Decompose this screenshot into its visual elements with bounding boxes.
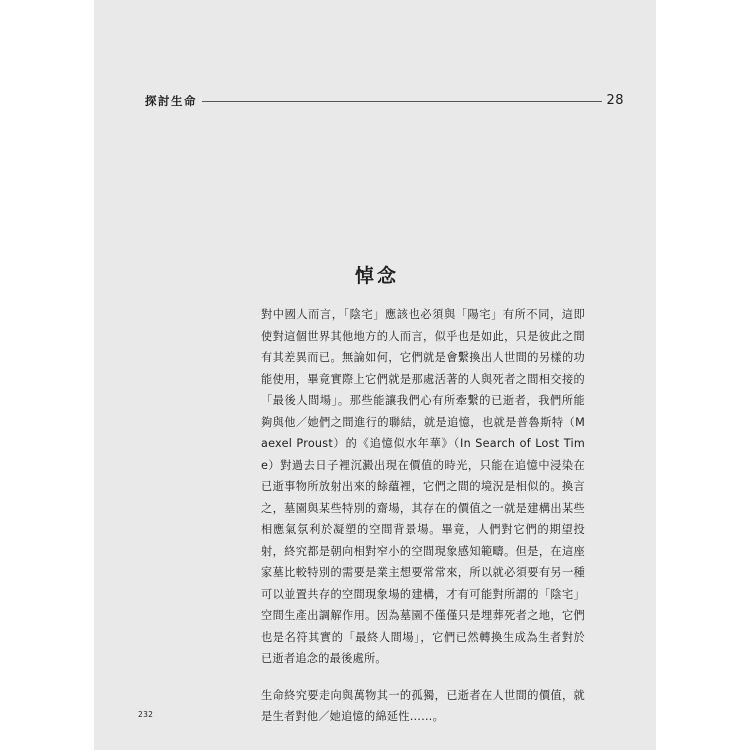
header-page-number: 28 bbox=[606, 93, 624, 108]
article-title: 悼念 bbox=[354, 265, 399, 287]
header-divider-line bbox=[202, 101, 602, 102]
running-title: 探討生命 bbox=[145, 94, 197, 108]
body-paragraph-1: 對中國人而言，「陰宅」應該也必須與「陽宅」有所不同，這即使對這個世界其他地方的人而言，似乎也是如此，只是彼此之間有其差異而已。無論如何，它們就是會繫換出人世間的另樣的功能使用，畢竟實際上它們就是那處活著的人與死者之間相交接的「最後人間場」。那些能讓我們心有所牽繫的已逝者，我們所能夠與他／她們之間進行的聯結，就是追憶，也就是普魯斯特（Maexel Proust）的《追憶似水年華》（In Search of Lost Time）對過去日子裡沉澱出現在價值的時光，只能在追憶中浸染在已逝事物所放射出來的餘蘊裡，它們之間的境況是相似的。換言之，墓園與某些特別的齋場，其存在的價值之一就是建構出某些相應氣氛利於凝塑的空間背景場。畢竟，人們對它們的期望投射，終究都是朝向相對窄小的空間現象感知範疇。但是，在這座家墓比較特別的需要是業主想要常常來，所以就必須要有另一種可以並置共存的空間現象場的建構，才有可能對所謂的「陰宅」空間生產出調解作用。因為墓園不僅僅只是埋葬死者之地，它們也是名符其實的「最終人間場」，它們已然轉換生成為生者對於已逝者追念的最後處所。 bbox=[261, 308, 585, 665]
article-body bbox=[261, 304, 585, 728]
body-paragraph-2: 生命終究要走向與萬物其一的孤獨，已逝者在人世間的價值，就是生者對他／她追憶的綿延性……。 bbox=[261, 688, 585, 723]
footer-folio: 232 bbox=[138, 710, 154, 719]
book-page bbox=[94, 0, 656, 750]
running-header bbox=[145, 93, 624, 109]
